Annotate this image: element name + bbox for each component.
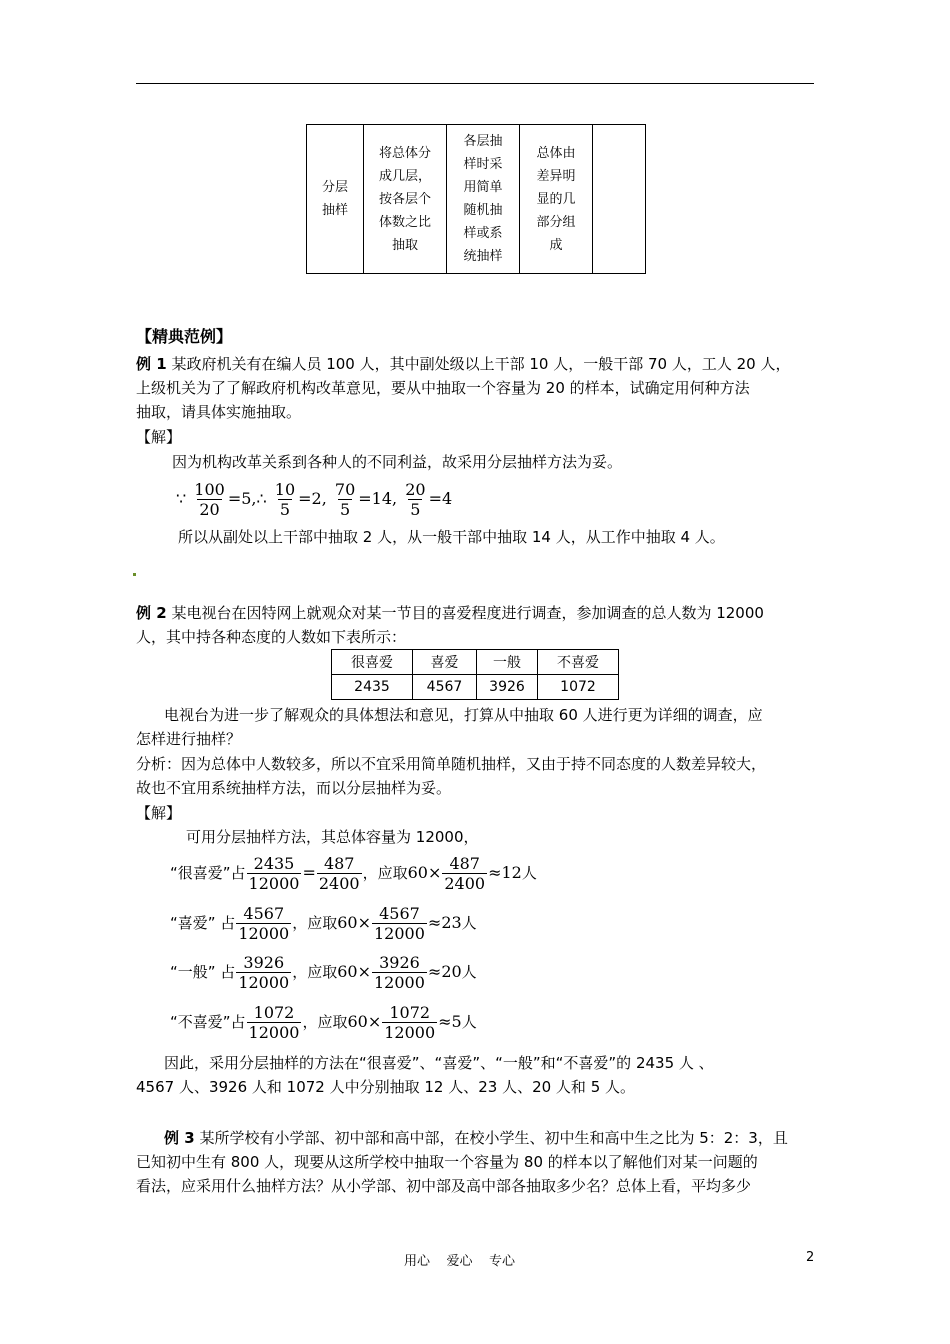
ex2-conclusion1: 因此，采用分层抽样的方法在“很喜爱”、“喜爱”、“一般”和“不喜爱”的 2435 人 、: [164, 1054, 714, 1072]
scope-desc-cell: 总体由差异明显的几部分组成: [520, 125, 593, 274]
ex2-conclusion2: 4567 人、3926 人和 1072 人中分别抽取 12 人、23 人、20 人和 5 人。: [136, 1078, 636, 1096]
fraction: $\frac{4567}{12000}$: [238, 904, 290, 943]
fraction: $\frac{3926}{12000}$: [374, 953, 425, 992]
table-header-cell: 一般: [477, 650, 538, 675]
ex3-label: 例 3: [164, 1129, 195, 1147]
ex2-line2: 人，其中持各种态度的人数如下表所示：: [136, 628, 407, 646]
table-header-cell: 很喜爱: [332, 650, 413, 675]
method-name-cell: 分层抽样: [307, 125, 364, 274]
footer-motto: 用心 爱心 专心: [404, 1254, 516, 1269]
ex1-solution-label: 【解】: [136, 428, 182, 446]
ex2-line3: 电视台为进一步了解观众的具体想法和意见，打算从中抽取 60 人进行更为详细的调查，应: [164, 706, 763, 724]
fraction: $\frac{487}{2400}$: [444, 854, 486, 893]
ex1-line1: 例 1 某政府机关有在编人员 100 人，其中副处级以上干部 10 人，一般干部 70 人，工人 20 人，: [136, 355, 791, 373]
ex2-analysis2: 故也不宜用系统抽样方法，而以分层抽样为妥。: [136, 779, 452, 797]
fraction: $\frac{20}{5}$: [405, 480, 426, 519]
ex1-line2: 上级机关为了了解政府机构改革意见，要从中抽取一个容量为 20 的样本，试确定用何种方法: [136, 379, 750, 397]
ex2-line4: 怎样进行抽样？: [136, 730, 242, 748]
ex2-calc-row1: “很喜爱”占 $\frac{2435}{12000}$ = $\frac{487}{2400}$ ，应取60× $\frac{487}{2400}$ ≈12人: [170, 854, 537, 893]
ex2-solution-label: 【解】: [136, 804, 182, 822]
table-row: [332, 675, 619, 700]
ex1-line3: 抽取，请具体实施抽取。: [136, 403, 302, 421]
fraction: $\frac{1072}{12000}$: [384, 1003, 436, 1042]
ex2-calc-row3: “一般” 占 $\frac{3926}{12000}$ ，应取60× $\frac{3926}{12000}$ ≈20人: [170, 953, 477, 992]
ex2-analysis1: 分析：因为总体中人数较多，所以不宜采用简单随机抽样，又由于持不同态度的人数差异较大，: [136, 755, 767, 773]
table-cell: 4567: [413, 675, 477, 700]
header-rule: [136, 83, 814, 84]
table-cell: 1072: [538, 675, 619, 700]
ex3-line3: 看法，应采用什么抽样方法？从小学部、初中部及高中部各抽取多少名？总体上看，平均多少: [136, 1177, 752, 1195]
ex3-line2: 已知初中生有 800 人，现要从这所学校中抽取一个容量为 80 的样本以了解他们对某一问题的: [136, 1153, 758, 1171]
ex1-label: 例 1: [136, 355, 167, 373]
fraction: $\frac{10}{5}$: [274, 480, 296, 519]
sampling-method-table: [306, 124, 646, 274]
stray-mark: [133, 573, 136, 576]
fraction: $\frac{2435}{12000}$: [248, 854, 300, 893]
table-header-row: [332, 650, 619, 675]
extra-cell: [593, 125, 646, 274]
sampling-desc-cell: 各层抽样时采用简单随机抽样或系统抽样: [447, 125, 520, 274]
ex2-label: 例 2: [136, 604, 167, 622]
fraction: $\frac{4567}{12000}$: [374, 904, 425, 943]
fraction: $\frac{70}{5}$: [334, 480, 356, 519]
ex1-solution-line2: 所以从副处以上干部中抽取 2 人，从一般干部中抽取 14 人，从工作中抽取 4 人。: [178, 528, 725, 546]
page-number: 2: [806, 1250, 815, 1265]
ex1-formula: ∵ $\frac{100}{20}$ =5,∴ $\frac{10}{5}$ =2, $\frac{70}{5}$ =14, $\frac{20}{5}$ =4: [176, 480, 453, 519]
section-title: 【精典范例】: [136, 327, 233, 346]
table-header-cell: 不喜爱: [538, 650, 619, 675]
fraction: $\frac{1072}{12000}$: [248, 1003, 300, 1042]
ex2-calc-row2: “喜爱” 占 $\frac{4567}{12000}$ ，应取60× $\frac{4567}{12000}$ ≈23人: [170, 904, 477, 943]
table-header-cell: 喜爱: [413, 650, 477, 675]
table-cell: 3926: [477, 675, 538, 700]
method-desc-cell: 将总体分成几层，按各层个体数之比抽取: [364, 125, 447, 274]
fraction: $\frac{487}{2400}$: [318, 854, 360, 893]
table-cell: 2435: [332, 675, 413, 700]
attitude-table: [331, 649, 619, 700]
ex3-line1: 例 3 某所学校有小学部、初中部和高中部，在校小学生、初中生和高中生之比为 5：2：3，且: [164, 1129, 788, 1147]
fraction: $\frac{3926}{12000}$: [238, 953, 290, 992]
ex2-solution-line1: 可用分层抽样方法，其总体容量为 12000，: [186, 828, 479, 846]
ex2-line1: 例 2 某电视台在因特网上就观众对某一节目的喜爱程度进行调查，参加调查的总人数为 12000: [136, 604, 764, 622]
fraction: $\frac{100}{20}$: [194, 480, 225, 519]
ex2-calc-row4: “不喜爱”占 $\frac{1072}{12000}$ ，应取60× $\frac{1072}{12000}$ ≈5人: [170, 1003, 477, 1042]
ex1-solution-line1: 因为机构改革关系到各种人的不同利益，故采用分层抽样方法为妥。: [172, 453, 623, 471]
